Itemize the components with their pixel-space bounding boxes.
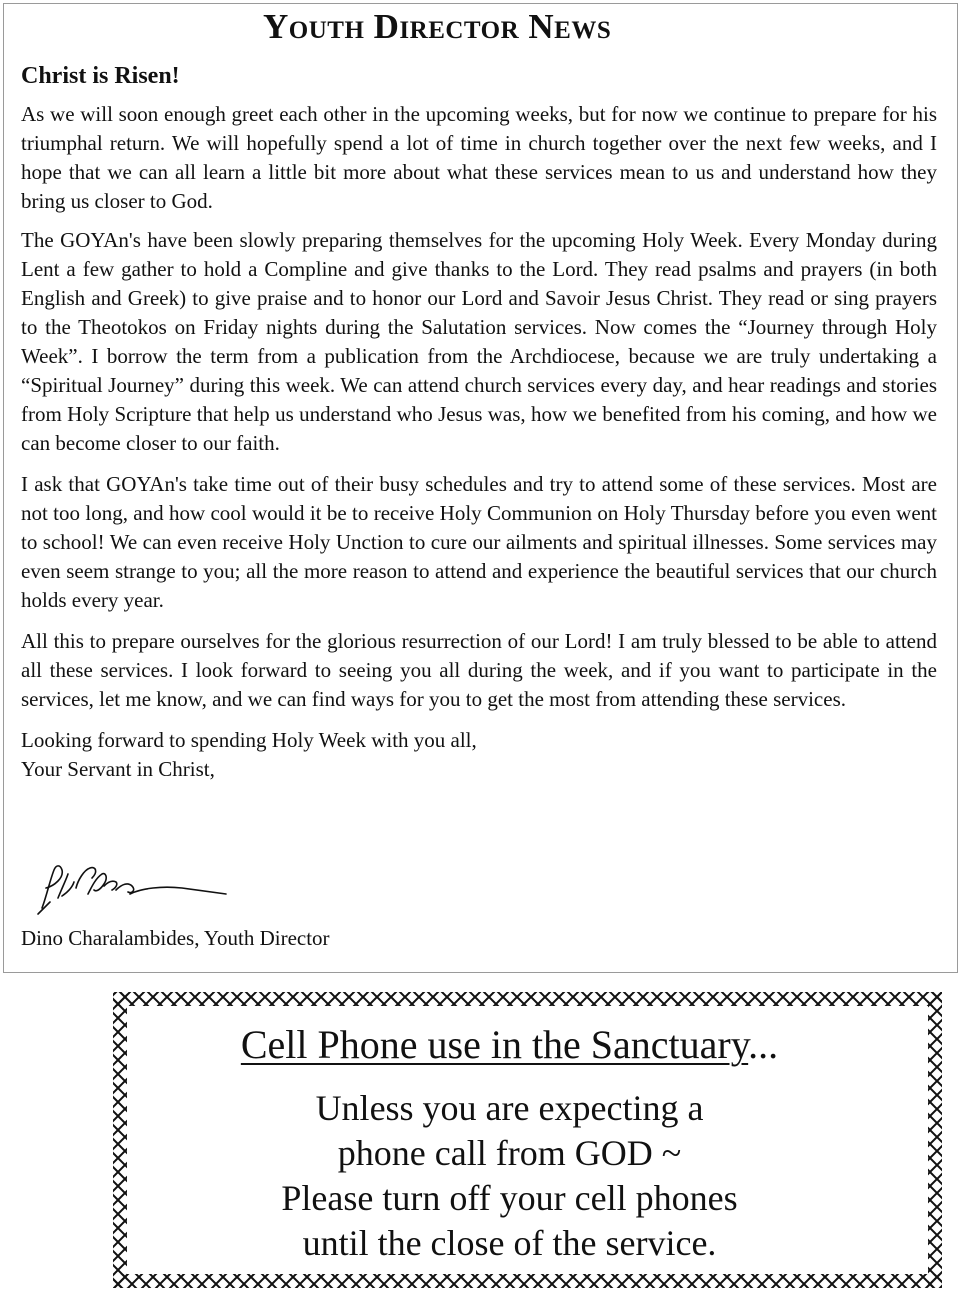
paragraph-goyans-preparing: The GOYAn's have been slowly preparing themselves for the upcoming Holy Week. Every Monday during Lent a few gather to hold a Compline and give thanks to the Lord. They read psalms and prayers (in both English and Greek) to give praise and to honor our Lord and Savoir Jesus Christ. They read or sing prayers to the Theotokos on Friday nights during the Salutation services. Now comes the “Journey through Holy Week”. I borrow the term from a publication from the Archdiocese, because we are truly undertaking a “Spiritual Journey” during this week. We can attend church services every day, and hear readings and stories from Holy Scripture that help us understand who Jesus was, how we benefited from his coming, and how we can become closer to our faith. [21, 228, 937, 455]
paragraph-resurrection: All this to prepare ourselves for the glorious resurrection of our Lord! I am truly blessed to be able to attend all these services. I look forward to seeing you all during the week, and if you want to participate in the services, let me know, and we can find ways for you to get the most from attending these services. [21, 629, 937, 711]
author-name: Dino Charalambides, Youth Director [21, 926, 330, 950]
handwritten-signature [32, 858, 228, 918]
notice-body [111, 1086, 908, 1266]
article-body [21, 100, 937, 784]
notice-heading-ellipsis: ... [748, 1022, 779, 1067]
notice-line: until the close of the service. [302, 1223, 717, 1263]
closing-line: Looking forward to spending Holy Week with you all, [21, 728, 477, 752]
closing-salutation: Your Servant in Christ, [21, 757, 215, 781]
page-title: Youth Director News [263, 7, 612, 46]
paragraph-attend-services: I ask that GOYAn's take time out of their busy schedules and try to attend some of these services. Most are not too long, and how cool would it be to receive Holy Communion on Holy Thursday before you even went to school! We can even receive Holy Unction to cure our ailments and spiritual illnesses. Some services may even seem strange to you; all the more reason to attend and experience the beautiful services that our church holds every year. [21, 472, 937, 612]
closing [21, 726, 937, 784]
notice-line: phone call from GOD ~ [337, 1133, 682, 1173]
paragraph-intro: As we will soon enough greet each other in the upcoming weeks, but for now we continue to prepare for his triumphal return. We will hopefully spend a lot of time in church together over the next few weeks, and I hope that we can all learn a little bit more about what these services mean to us and understand how they bring us closer to God. [21, 102, 937, 213]
notice-line: Unless you are expecting a [315, 1088, 704, 1128]
greeting-heading: Christ is Risen! [21, 63, 180, 89]
notice-heading [111, 1020, 908, 1070]
notice-line: Please turn off your cell phones [281, 1178, 738, 1218]
notice-heading-text: Cell Phone use in the Sanctuary [240, 1022, 749, 1067]
